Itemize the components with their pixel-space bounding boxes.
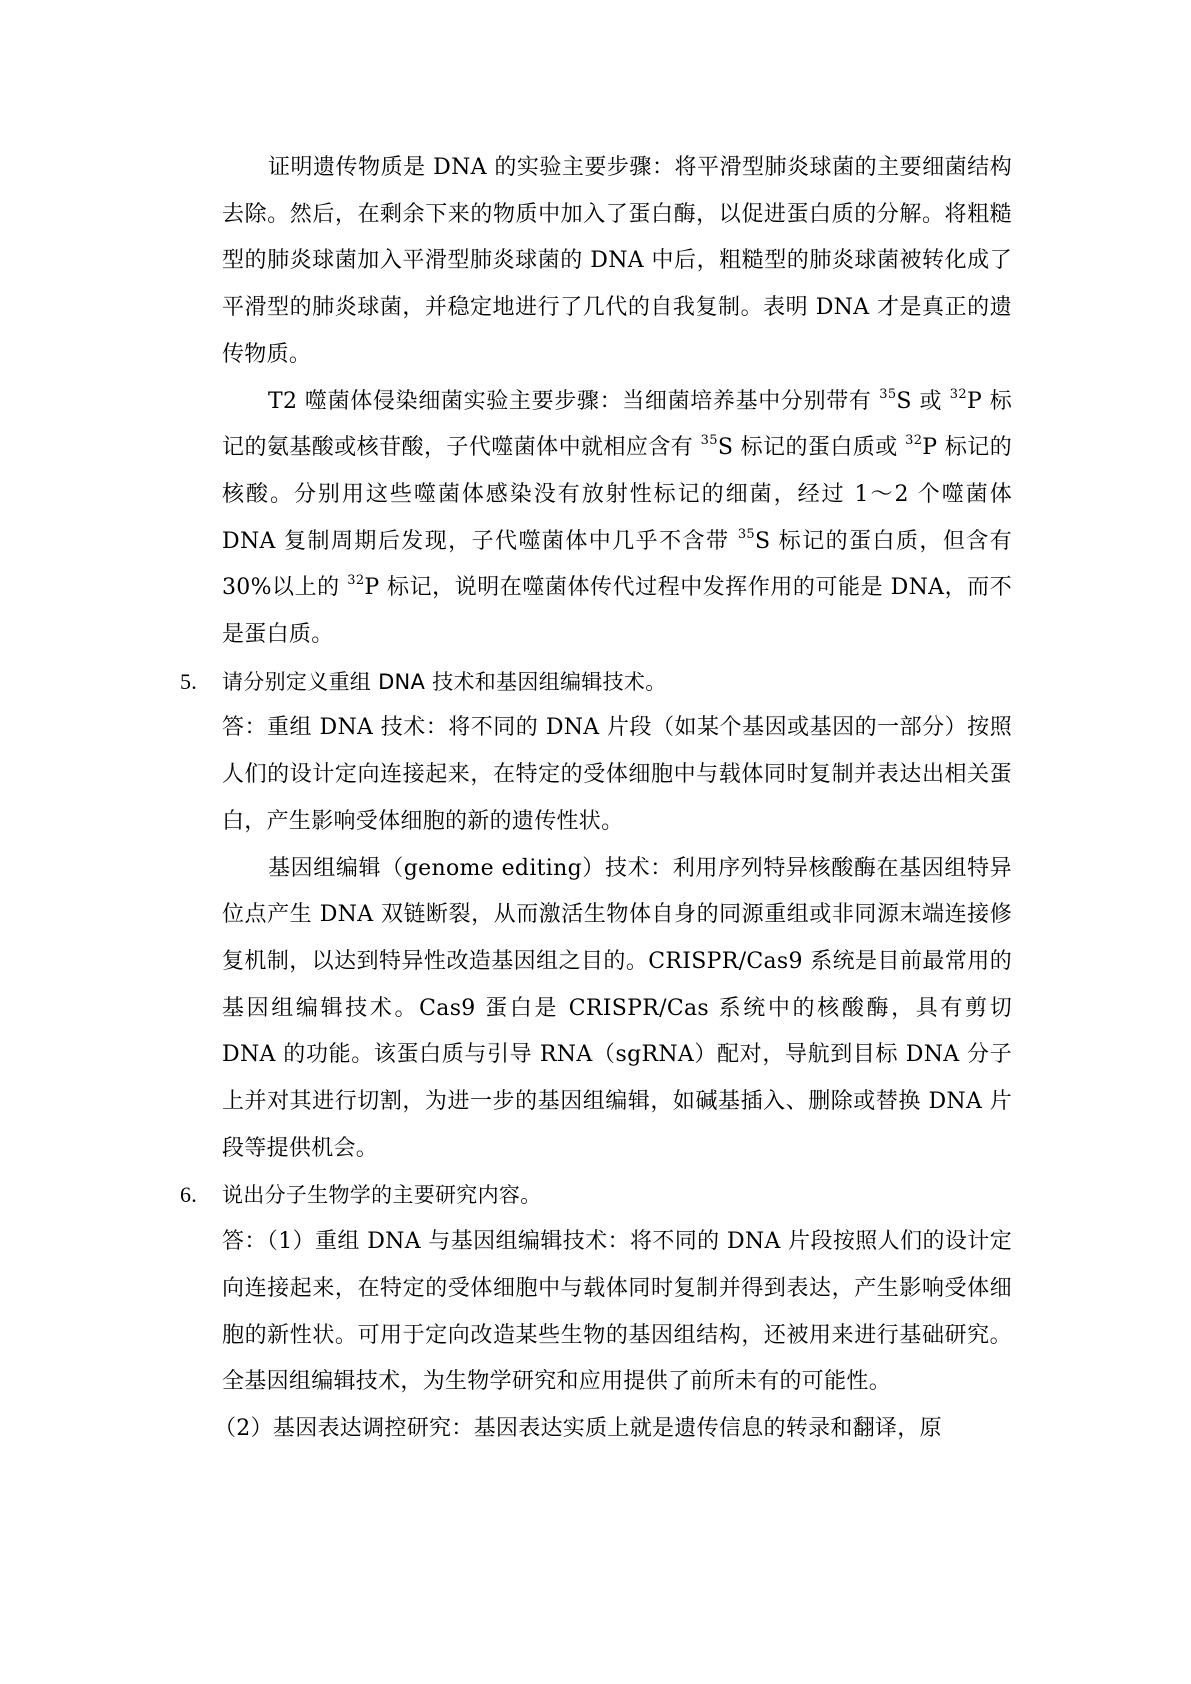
- question-number: 5.: [180, 668, 198, 694]
- answer-5-recombinant-dna: 答：重组 DNA 技术：将不同的 DNA 片段（如某个基因或基因的一部分）按照人们的设计定向连接起来，在特定的受体细胞中与载体同时复制并表达出相关蛋白，产生影响受体细胞的新的遗传性状。: [222, 715, 1012, 834]
- text-run: P 标记的核酸。分别用这些噬菌体感染没有放射性标记的细菌，经过 1～2 个噬菌体 DNA 复制周期后发现，子代噬菌体中几乎不含带: [222, 435, 1012, 554]
- paragraph-dna-evidence: 证明遗传物质是 DNA 的实验主要步骤：将平滑型肺炎球菌的主要细菌结构去除。然后，在剩余下来的物质中加入了蛋白酶，以促进蛋白质的分解。将粗糙型的肺炎球菌加入平滑型肺炎球菌的 DNA 中后，粗糙型的肺炎球菌被转化成了平滑型的肺炎球菌，并稳定地进行了几代的自我复制。表明 DNA 才是真正的遗传物质。: [222, 155, 1012, 367]
- question-number: 6.: [180, 1182, 198, 1208]
- document-body: [180, 145, 1013, 1453]
- isotope-superscript: 32: [949, 386, 967, 402]
- isotope-superscript: 35: [737, 526, 755, 542]
- text-run: S 或: [896, 388, 950, 414]
- answer-5-genome-editing: 基因组编辑（genome editing）技术：利用序列特异核酸酶在基因组特异位点产生 DNA 双链断裂，从而激活生物体自身的同源重组或非同源末端连接修复机制，以达到特异性改造基因组之目的。CRISPR/Cas9 系统是目前最常用的基因组编辑技术。Cas9 蛋白是 CRISPR/Cas 系统中的核酸酶，具有剪切 DNA 的功能。该蛋白质与引导 RNA（sgRNA）配对，导航到目标 DNA 分子上并对其进行切割，为进一步的基因组编辑，如碱基插入、删除或替换 DNA 片段等提供机会。: [222, 855, 1012, 1161]
- text-run: P 标记的氨基酸或核苷酸，子代噬菌体中就相应含有: [222, 388, 1013, 461]
- question-text: 说出分子生物学的主要研究内容。: [222, 1183, 542, 1208]
- question-6: [180, 1172, 1012, 1219]
- question-text: 请分别定义重组 DNA 技术和基因组编辑技术。: [222, 669, 667, 694]
- text-run: P 标记，说明在噬菌体传代过程中发挥作用的可能是 DNA，而不是蛋白质。: [222, 575, 1012, 648]
- paragraph-t2-phage: [222, 379, 1012, 659]
- text-run: T2 噬菌体侵染细菌实验主要步骤：当细菌培养基中分别带有: [268, 388, 880, 414]
- answer-6-part-2: （2）基因表达调控研究：基因表达实质上就是遗传信息的转录和翻译，原: [214, 1415, 942, 1441]
- question-5: [180, 659, 1012, 706]
- answer-6-part-1: 答：（1）重组 DNA 与基因组编辑技术：将不同的 DNA 片段按照人们的设计定向连接起来，在特定的受体细胞中与载体同时复制并得到表达，产生影响受体细胞的新性状。可用于定向改造某些生物的基因组结构，还被用来进行基础研究。全基因组编辑技术，为生物学研究和应用提供了前所未有的可能性。: [222, 1229, 1012, 1395]
- isotope-superscript: 35: [700, 433, 718, 449]
- isotope-superscript: 35: [879, 386, 897, 402]
- text-run: S 标记的蛋白质或: [717, 435, 906, 461]
- isotope-superscript: 32: [905, 433, 923, 449]
- isotope-superscript: 32: [347, 573, 365, 589]
- text-run: S 标记的蛋白质，但含有 30%以上的: [222, 528, 1012, 601]
